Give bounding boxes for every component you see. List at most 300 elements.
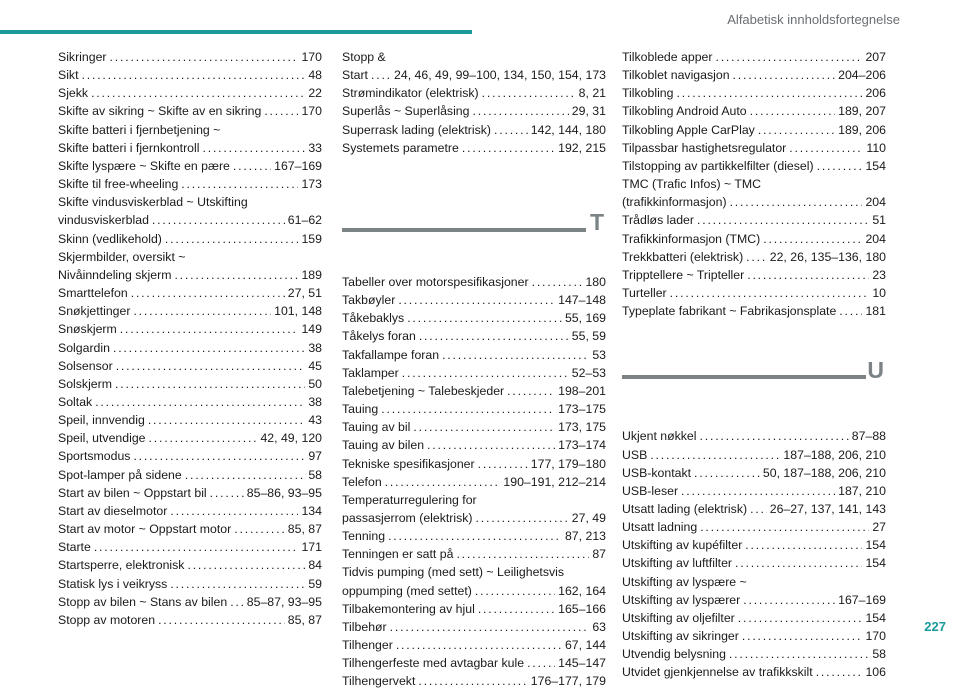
index-entry[interactable]	[622, 427, 886, 445]
index-entry[interactable]	[342, 509, 606, 527]
index-entry-term: Sjekk	[58, 86, 89, 101]
index-entry-pages[interactable]: 29, 31	[571, 104, 606, 119]
index-entry-pages[interactable]: 198–201	[558, 383, 606, 398]
index-entry-pages[interactable]: 85–87, 93–95	[246, 594, 322, 609]
index-entry[interactable]	[622, 645, 886, 663]
index-entry-line: Utskifting av lyspære ~	[622, 574, 747, 589]
index-entry-term: Tilkobling Apple CarPlay	[622, 122, 755, 137]
leader-dots	[733, 66, 836, 84]
leader-dots	[371, 66, 391, 84]
leader-dots	[507, 382, 555, 400]
index-entry[interactable]	[58, 393, 322, 411]
index-entry-term: USB-kontakt	[622, 465, 692, 480]
index-entry-pages[interactable]: 162, 164	[558, 583, 606, 598]
leader-dots	[419, 327, 569, 345]
leader-dots	[133, 302, 271, 320]
index-entry-pages[interactable]: 207	[865, 50, 886, 64]
index-entry-term: Stopp av bilen ~ Stans av bilen	[58, 594, 228, 609]
leader-dots	[396, 636, 562, 654]
index-entry-pages[interactable]: 167–169	[274, 158, 322, 173]
index-entry-pages[interactable]: 55, 169	[564, 311, 606, 326]
index-entry[interactable]	[622, 609, 886, 627]
index-column-2	[342, 48, 606, 691]
index-entry-pages[interactable]: 43	[308, 413, 322, 428]
index-entry-term: Startsperre, elektronisk	[58, 558, 185, 573]
index-entry-pages[interactable]: 61–62	[287, 213, 322, 228]
index-entry[interactable]	[58, 339, 322, 357]
leader-dots	[694, 464, 760, 482]
index-entry[interactable]	[58, 520, 322, 538]
leader-dots	[478, 600, 555, 618]
index-entry-pages[interactable]: 50	[308, 376, 322, 391]
index-entry-term: (trafikkinformasjon)	[622, 195, 727, 210]
index-entry-pages[interactable]: 204	[865, 195, 886, 210]
index-entry-pages[interactable]: 147–148	[558, 293, 606, 308]
index-entry-term: Tilbakemontering av hjul	[342, 601, 475, 616]
index-entry[interactable]	[342, 527, 606, 545]
index-entry-pages[interactable]: 171	[301, 540, 322, 555]
index-entry-term: Tilkobling Android Auto	[622, 104, 747, 119]
index-entry-pages[interactable]: 22, 26, 135–136, 180	[769, 249, 886, 264]
index-entry-term: Snøkjettinger	[58, 304, 131, 319]
index-entry-term: Tauing av bil	[342, 420, 411, 435]
leader-dots	[730, 193, 863, 211]
section-divider	[342, 228, 586, 232]
index-entry-term: Tauing	[342, 402, 379, 417]
leader-dots	[650, 446, 780, 464]
index-entry-pages[interactable]: 187, 210	[838, 483, 886, 498]
index-entry[interactable]	[58, 266, 322, 284]
leader-dots	[456, 545, 589, 563]
leader-dots	[210, 484, 244, 502]
leader-dots	[113, 339, 305, 357]
index-entry[interactable]	[622, 536, 886, 554]
index-entry-pages[interactable]: 58	[308, 467, 322, 482]
index-entry-pages[interactable]: 27, 51	[287, 286, 322, 301]
index-entry-pages[interactable]: 87	[592, 547, 606, 562]
index-entry[interactable]	[342, 273, 606, 291]
page-number: 227	[924, 619, 946, 634]
leader-dots	[677, 84, 863, 102]
index-entry-pages[interactable]: 27	[872, 520, 886, 535]
index-entry-pages[interactable]: 204	[865, 231, 886, 246]
index-entry-pages[interactable]: 106	[865, 665, 886, 680]
index-entry-term: Tilhenger	[342, 638, 393, 653]
index-entry-term: Tilbehør	[342, 619, 387, 634]
index-entry-pages[interactable]: 45	[308, 358, 322, 373]
leader-dots	[110, 48, 299, 66]
index-entry[interactable]	[622, 193, 886, 211]
index-entry[interactable]	[342, 346, 606, 364]
index-entry[interactable]	[58, 556, 322, 574]
index-column-3	[622, 48, 886, 682]
index-entry-term: Taklamper	[342, 365, 399, 380]
index-entry-pages[interactable]: 50, 187–188, 206, 210	[762, 465, 886, 480]
index-entry[interactable]	[622, 266, 886, 284]
index-entry-pages[interactable]: 85, 87	[287, 522, 322, 537]
index-entry-pages[interactable]: 52–53	[571, 365, 606, 380]
index-entry-term: Trekkbatteri (elektrisk)	[622, 249, 744, 264]
leader-dots	[473, 102, 569, 120]
leader-dots	[148, 411, 305, 429]
index-entry-term: Superlås ~ Superlåsing	[342, 104, 470, 119]
index-entry-term: Strømindikator (elektrisk)	[342, 86, 479, 101]
index-entry[interactable]	[622, 211, 886, 229]
index-entry[interactable]	[622, 66, 886, 84]
index-entry[interactable]	[58, 211, 322, 229]
index-entry[interactable]	[342, 455, 606, 473]
index-entry-line: Skifte batteri i fjernbetjening ~	[58, 122, 221, 137]
index-entry[interactable]	[58, 84, 322, 102]
index-entry[interactable]	[622, 554, 886, 572]
leader-dots	[381, 400, 555, 418]
leader-dots	[115, 375, 305, 393]
index-entry[interactable]	[342, 654, 606, 672]
index-entry-pages[interactable]: 8, 21	[578, 86, 606, 101]
index-entry-pages[interactable]: 204–206	[838, 68, 886, 83]
leader-dots	[181, 175, 298, 193]
index-entry-pages[interactable]: 84	[308, 558, 322, 573]
index-entry-pages[interactable]: 142, 144, 180	[530, 122, 606, 137]
index-entry-pages[interactable]: 154	[865, 556, 886, 571]
index-entry-pages[interactable]: 154	[865, 610, 886, 625]
index-entry[interactable]	[342, 618, 606, 636]
index-entry-pages[interactable]: 180	[585, 274, 606, 289]
index-entry-term: Ukjent nøkkel	[622, 429, 697, 444]
leader-dots	[715, 48, 862, 66]
index-entry[interactable]	[622, 591, 886, 609]
index-entry-pages[interactable]: 87, 213	[564, 529, 606, 544]
index-entry[interactable]	[58, 139, 322, 157]
index-entry[interactable]	[58, 502, 322, 520]
index-entry-pages[interactable]: 176–177, 179	[530, 674, 606, 689]
index-entry[interactable]	[58, 284, 322, 302]
index-entry[interactable]	[342, 139, 606, 157]
index-entry-term: vindusviskerblad	[58, 213, 149, 228]
index-entry[interactable]	[342, 636, 606, 654]
index-entry-term: Starte	[58, 540, 91, 555]
index-entry[interactable]	[622, 482, 886, 500]
leader-dots	[681, 482, 835, 500]
index-entry[interactable]	[622, 663, 886, 681]
index-entry[interactable]	[622, 230, 886, 248]
index-entry[interactable]	[342, 309, 606, 327]
index-entry-term: Utsatt lading (elektrisk)	[622, 501, 748, 516]
index-entry-term: Tekniske spesifikasjoner	[342, 456, 475, 471]
index-entry[interactable]	[58, 357, 322, 375]
leader-dots	[418, 672, 527, 690]
leader-dots	[442, 346, 589, 364]
index-entry-pages[interactable]: 181	[865, 304, 886, 319]
index-entry-line: Skjermbilder, oversikt ~	[58, 249, 186, 264]
section-header-t	[342, 193, 606, 273]
leader-dots	[750, 102, 835, 120]
index-entry-line: Temperaturregulering for	[342, 492, 477, 507]
index-entry[interactable]	[622, 102, 886, 120]
index-entry[interactable]	[622, 157, 886, 175]
index-entry[interactable]	[342, 545, 606, 563]
index-entry-term: Statisk lys i veikryss	[58, 576, 168, 591]
index-entry[interactable]	[58, 230, 322, 248]
leader-dots	[763, 230, 862, 248]
index-entry-term: Sportsmodus	[58, 449, 131, 464]
index-entry-pages[interactable]: 33	[308, 140, 322, 155]
index-entry-pages[interactable]: 189	[301, 267, 322, 282]
index-entry-pages[interactable]: 63	[592, 619, 606, 634]
leader-dots	[390, 618, 590, 636]
index-entry-pages[interactable]: 165–166	[558, 601, 606, 616]
section-letter: U	[867, 357, 884, 384]
index-entry-term: passasjerrom (elektrisk)	[342, 510, 473, 525]
leader-dots	[94, 538, 299, 556]
index-entry-pages[interactable]: 85, 87	[287, 612, 322, 627]
index-entry-term: Trådløs lader	[622, 213, 694, 228]
leader-dots	[746, 248, 767, 266]
index-entry[interactable]	[622, 302, 886, 320]
index-entry-pages[interactable]: 173, 175	[558, 420, 606, 435]
index-entry[interactable]	[622, 518, 886, 536]
index-entry-term: Turteller	[622, 286, 667, 301]
index-entry-term: Tilkoblet navigasjon	[622, 68, 730, 83]
index-entry[interactable]	[342, 382, 606, 400]
index-entry-term: Start av motor ~ Oppstart motor	[58, 522, 232, 537]
index-entry[interactable]	[58, 538, 322, 556]
leader-dots	[165, 230, 299, 248]
index-entry-pages[interactable]: 173–175	[558, 402, 606, 417]
leader-dots	[789, 139, 863, 157]
index-entry-term: Utskifting av oljefilter	[622, 610, 735, 625]
index-entry[interactable]	[58, 484, 322, 502]
index-entry-term: Telefon	[342, 474, 382, 489]
index-entry[interactable]	[58, 593, 322, 611]
index-entry-pages[interactable]: 187–188, 206, 210	[783, 447, 886, 462]
index-entry-term: Soltak	[58, 394, 93, 409]
index-entry-term: Start	[342, 68, 368, 83]
index-entry-pages[interactable]: 97	[308, 449, 322, 464]
index-entry-pages[interactable]: 10	[872, 286, 886, 301]
section-letter: T	[589, 208, 604, 235]
index-entry-pages[interactable]: 173	[301, 177, 322, 192]
leader-dots	[743, 591, 835, 609]
index-entry[interactable]	[342, 66, 606, 84]
index-entry[interactable]	[622, 84, 886, 102]
index-entry-term: Tilkoblede apper	[622, 50, 713, 64]
index-entry[interactable]	[342, 327, 606, 345]
index-entry-term: Skifte til free-wheeling	[58, 177, 179, 192]
index-entry-term: Trafikkinformasjon (TMC)	[622, 231, 761, 246]
leader-dots	[264, 102, 298, 120]
index-entry-pages[interactable]: 59	[308, 576, 322, 591]
index-entry-term: Solgardin	[58, 340, 110, 355]
leader-dots	[407, 309, 562, 327]
leader-dots	[233, 157, 271, 175]
index-entry[interactable]	[622, 500, 886, 518]
leader-dots	[735, 554, 862, 572]
index-entry-pages[interactable]: 189, 207	[838, 104, 886, 119]
leader-dots	[82, 66, 306, 84]
index-entry-term: Tilkobling	[622, 86, 674, 101]
index-entry-pages[interactable]: 149	[301, 322, 322, 337]
index-entry[interactable]	[58, 411, 322, 429]
index-entry[interactable]	[58, 611, 322, 629]
index-entry-pages[interactable]: 189, 206	[838, 122, 886, 137]
section-divider	[622, 375, 866, 379]
index-entry-pages[interactable]: 67, 144	[564, 638, 606, 653]
leader-dots	[413, 418, 555, 436]
index-entry-term: Tenning	[342, 529, 386, 544]
index-entry[interactable]	[622, 248, 886, 266]
index-entry[interactable]	[342, 400, 606, 418]
index-entry[interactable]	[622, 139, 886, 157]
leader-dots	[700, 427, 849, 445]
index-entry-pages[interactable]: 192, 215	[558, 140, 606, 155]
index-entry[interactable]	[58, 429, 322, 447]
index-entry-term: Sikringer	[58, 50, 107, 64]
index-entry-pages[interactable]: 159	[301, 231, 322, 246]
index-entry-pages[interactable]: 170	[865, 629, 886, 644]
index-entry-pages[interactable]: 170	[301, 50, 322, 64]
index-entry[interactable]	[342, 473, 606, 491]
index-entry-pages[interactable]: 53	[592, 347, 606, 362]
index-list-t-continued	[622, 48, 886, 320]
index-entry-term: Stopp av motoren	[58, 612, 156, 627]
index-entry[interactable]	[58, 48, 322, 66]
index-entry-line: Stopp &	[342, 50, 386, 64]
index-entry[interactable]	[58, 175, 322, 193]
index-entry[interactable]	[58, 302, 322, 320]
section-header-u	[622, 347, 886, 427]
leader-dots	[747, 266, 869, 284]
index-entry[interactable]	[342, 672, 606, 690]
leader-dots	[170, 575, 305, 593]
index-entry-term: Superrask lading (elektrisk)	[342, 122, 491, 137]
index-entry[interactable]	[622, 627, 886, 645]
index-entry-pages[interactable]: 38	[308, 394, 322, 409]
index-entry[interactable]	[622, 284, 886, 302]
index-entry-term: Tilhengervekt	[342, 674, 416, 689]
index-entry-pages[interactable]: 26–27, 137, 141, 143	[769, 501, 886, 516]
leader-dots	[476, 509, 569, 527]
index-entry-line: Skifte vindusviskerblad ~ Utskifting	[58, 195, 248, 210]
index-entry-pages[interactable]: 110	[866, 140, 886, 155]
index-entry-term: Skifte batteri i fjernkontroll	[58, 140, 200, 155]
index-entry-pages[interactable]: 48	[308, 68, 322, 83]
index-entry-line: Tidvis pumping (med sett) ~ Leilighetsvis	[342, 565, 565, 580]
index-entry-pages[interactable]: 145–147	[558, 656, 606, 671]
index-entry[interactable]	[622, 121, 886, 139]
index-entry[interactable]	[58, 375, 322, 393]
leader-dots	[427, 436, 555, 454]
index-entry-pages[interactable]: 173–174	[558, 438, 606, 453]
index-entry[interactable]	[342, 582, 606, 600]
index-entry-pages[interactable]: 134	[301, 503, 322, 518]
index-entry[interactable]	[342, 600, 606, 618]
index-entry-pages[interactable]: 85–86, 93–95	[246, 485, 322, 500]
index-entry-term: Utvidet gjenkjennelse av trafikkskilt	[622, 665, 813, 680]
index-column-1	[58, 48, 322, 629]
index-entry-pages[interactable]: 190–191, 212–214	[503, 474, 606, 489]
index-entry-pages[interactable]: 55, 59	[571, 329, 606, 344]
index-entry[interactable]	[58, 575, 322, 593]
index-entry-pages[interactable]: 24, 46, 49, 99–100, 134, 150, 154, 173	[394, 68, 606, 83]
leader-dots	[185, 466, 306, 484]
index-entry-pages[interactable]: 38	[308, 340, 322, 355]
index-entry-term: Takbøyler	[342, 293, 396, 308]
index-entry-pages[interactable]: 206	[865, 86, 886, 101]
index-entry[interactable]	[622, 446, 886, 464]
index-entry[interactable]	[58, 447, 322, 465]
index-entry-term: Tilstopping av partikkelfilter (diesel)	[622, 158, 814, 173]
index-entry[interactable]	[58, 466, 322, 484]
index-entry[interactable]	[622, 464, 886, 482]
index-entry-term: Solskjerm	[58, 376, 112, 391]
index-entry-pages[interactable]: 167–169	[838, 592, 886, 607]
index-entry-term: USB	[622, 447, 648, 462]
leader-dots	[402, 364, 569, 382]
index-entry[interactable]	[342, 364, 606, 382]
index-entry-term: Utskifting av kupéfilter	[622, 538, 743, 553]
index-entry[interactable]	[622, 48, 886, 66]
page-header-title: Alfabetisk innholdsfortegnelse	[727, 12, 900, 27]
index-entry[interactable]	[58, 320, 322, 338]
leader-dots	[152, 211, 285, 229]
index-entry[interactable]	[342, 84, 606, 102]
index-entry-term: Spot-lamper på sidene	[58, 467, 182, 482]
index-entry[interactable]	[58, 157, 322, 175]
index-entry-term: Utskifting av luftfilter	[622, 556, 733, 571]
index-entry-pages[interactable]: 101, 148	[274, 304, 322, 319]
index-entry-pages[interactable]: 58	[872, 647, 886, 662]
index-entry-pages[interactable]: 154	[865, 538, 886, 553]
index-entry-pages[interactable]: 22	[308, 86, 322, 101]
index-entry[interactable]	[342, 291, 606, 309]
leader-dots	[234, 520, 285, 538]
index-entry-pages[interactable]: 23	[872, 267, 886, 282]
leader-dots	[527, 654, 555, 672]
index-entry[interactable]	[342, 121, 606, 139]
leader-dots	[116, 357, 306, 375]
index-entry-term: Smarttelefon	[58, 286, 128, 301]
index-entry-pages[interactable]: 87–88	[851, 429, 886, 444]
leader-dots	[745, 536, 862, 554]
index-entry-term: Tauing av bilen	[342, 438, 425, 453]
index-entry[interactable]	[342, 102, 606, 120]
header-accent-bar	[0, 30, 472, 34]
index-entry-pages[interactable]: 154	[865, 158, 886, 173]
index-entry-pages[interactable]: 51	[872, 213, 886, 228]
leader-dots	[839, 302, 862, 320]
index-entry[interactable]	[342, 418, 606, 436]
leader-dots	[174, 266, 298, 284]
leader-dots	[149, 429, 258, 447]
index-entry-term: Speil, utvendige	[58, 431, 146, 446]
leader-dots	[95, 393, 305, 411]
index-entry[interactable]	[58, 66, 322, 84]
index-entry-pages[interactable]: 177, 179–180	[530, 456, 606, 471]
index-entry-line: TMC (Trafic Infos) ~ TMC	[622, 177, 762, 192]
leader-dots	[758, 121, 835, 139]
leader-dots	[398, 291, 555, 309]
index-entry[interactable]	[58, 102, 322, 120]
index-entry-pages[interactable]: 42, 49, 120	[260, 431, 322, 446]
index-entry-pages[interactable]: 27, 49	[571, 510, 606, 525]
index-entry-term: Tåkelys foran	[342, 329, 416, 344]
index-entry-pages[interactable]: 170	[301, 104, 322, 119]
leader-dots	[478, 455, 528, 473]
index-entry-term: Tenningen er satt på	[342, 547, 454, 562]
index-entry[interactable]	[342, 436, 606, 454]
leader-dots	[120, 320, 299, 338]
